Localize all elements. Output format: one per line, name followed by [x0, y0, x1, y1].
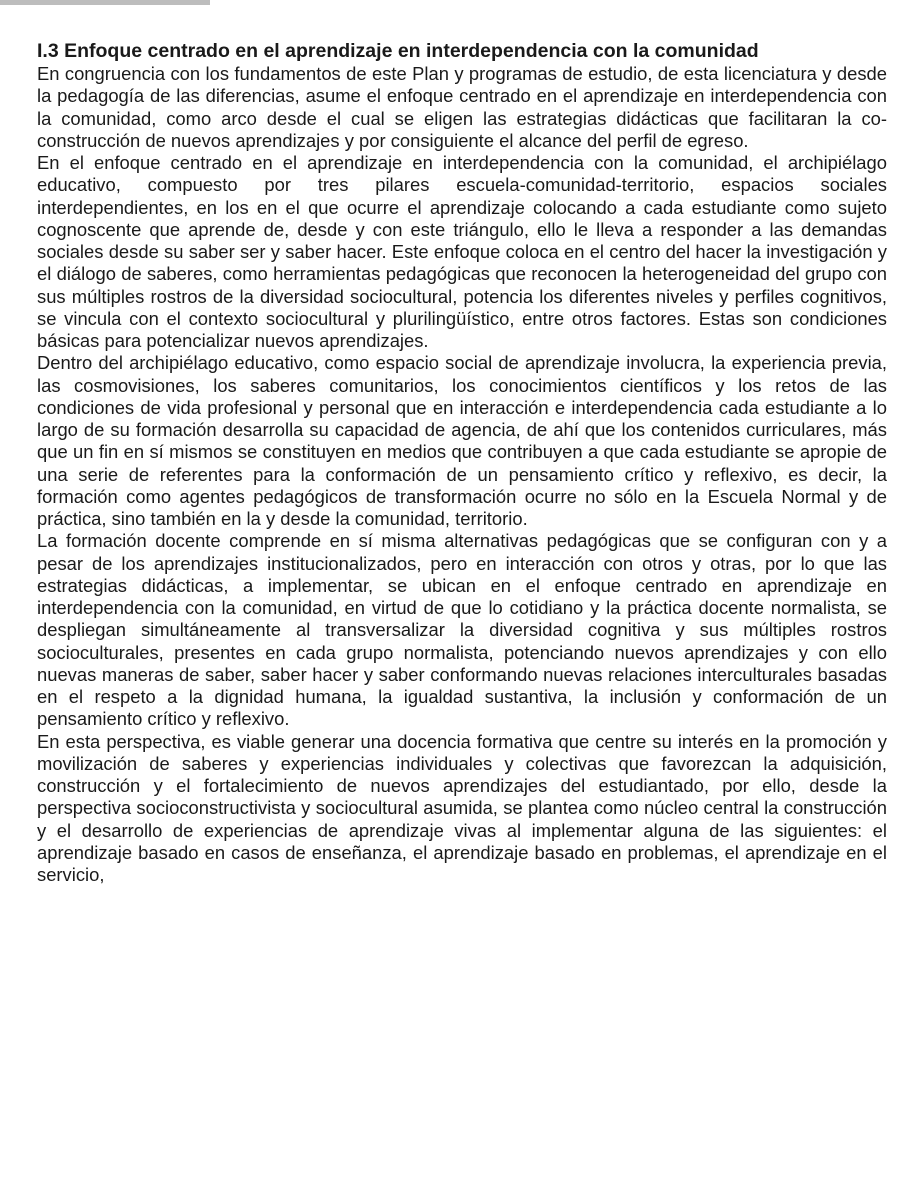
paragraph-4: La formación docente comprende en sí misma alternativas pedagógicas que se configuran con y a pesar de los aprendizajes institucionalizados, pero en interacción con otros y otras, por lo que las estrategias didácticas, a implementar, se ubican en el enfoque centrado en aprendizaje en interdependencia con la comunidad, en virtud de que lo cotidiano y la práctica docente normalista, se despliegan simultáneamente al transversalizar la diversidad cognitiva y sus múltiples rostros socioculturales, presentes en cada grupo normalista, potenciando nuevos aprendizajes y con ello nuevas maneras de saber, saber hacer y saber conformando nuevas relaciones interculturales basadas en el respeto a la dignidad humana, la igualdad sustantiva, la inclusión y conformación de un pensamiento crítico y reflexivo. — [37, 530, 887, 730]
section-heading: I.3 Enfoque centrado en el aprendizaje en interdependencia con la comunidad — [37, 40, 759, 62]
paragraph-2: En el enfoque centrado en el aprendizaje en interdependencia con la comunidad, el archipiélago educativo, compuesto por tres pilares escuela-comunidad-territorio, espacios sociales interdependientes, en los en el que ocurre el aprendizaje colocando a cada estudiante como sujeto cognoscente que aprende de, desde y con este triángulo, ello le lleva a responder a las demandas sociales desde su saber ser y saber hacer. Este enfoque coloca en el centro del hacer la investigación y el diálogo de saberes, como herramientas pedagógicas que reconocen la heterogeneidad del grupo con sus múltiples rostros de la diversidad sociocultural, potencia los diferentes niveles y perfiles cognitivos, se vincula con el contexto sociocultural y plurilingüístico, entre otros factores. Estas son condiciones básicas para potencializar nuevos aprendizajes. — [37, 152, 887, 351]
paragraph-3: Dentro del archipiélago educativo, como espacio social de aprendizaje involucra, la experiencia previa, las cosmovisiones, los saberes comunitarios, los conocimientos científicos y los retos de las condiciones de vida profesional y personal que en interacción e interdependencia cada estudiante a lo largo de su formación desarrolla su capacidad de agencia, de ahí que los contenidos curriculares, más que un fin en sí mismos se constituyen en medios que contribuyen a que cada estudiante se apropie de una serie de referentes para la conformación de un pensamiento crítico y reflexivo, es decir, la formación como agentes pedagógicos de transformación ocurre no sólo en la Escuela Normal y de práctica, sino también en la y desde la comunidad, territorio. — [37, 352, 887, 529]
paragraph-5: En esta perspectiva, es viable generar una docencia formativa que centre su interés en la promoción y movilización de saberes y experiencias individuales y colectivas que favorezcan la adquisición, construcción y el fortalecimiento de nuevos aprendizajes del estudiantado, por ello, desde la perspectiva socioconstructivista y sociocultural asumida, se plantea como núcleo central la construcción y el desarrollo de experiencias de aprendizaje vivas al implementar alguna de las siguientes: el aprendizaje basado en casos de enseñanza, el aprendizaje basado en problemas, el aprendizaje en el servicio, — [37, 730, 887, 885]
document-page — [37, 40, 887, 886]
paragraph-1: En congruencia con los fundamentos de este Plan y programas de estudio, de esta licenciatura y desde la pedagogía de las diferencias, asume el enfoque centrado en el aprendizaje en interdependencia con la comunidad, como arco desde el cual se eligen las estrategias didácticas que facilitaran la co-construcción de nuevos aprendizajes y por consiguiente el alcance del perfil de egreso. — [37, 63, 887, 151]
header-rule — [0, 0, 210, 5]
